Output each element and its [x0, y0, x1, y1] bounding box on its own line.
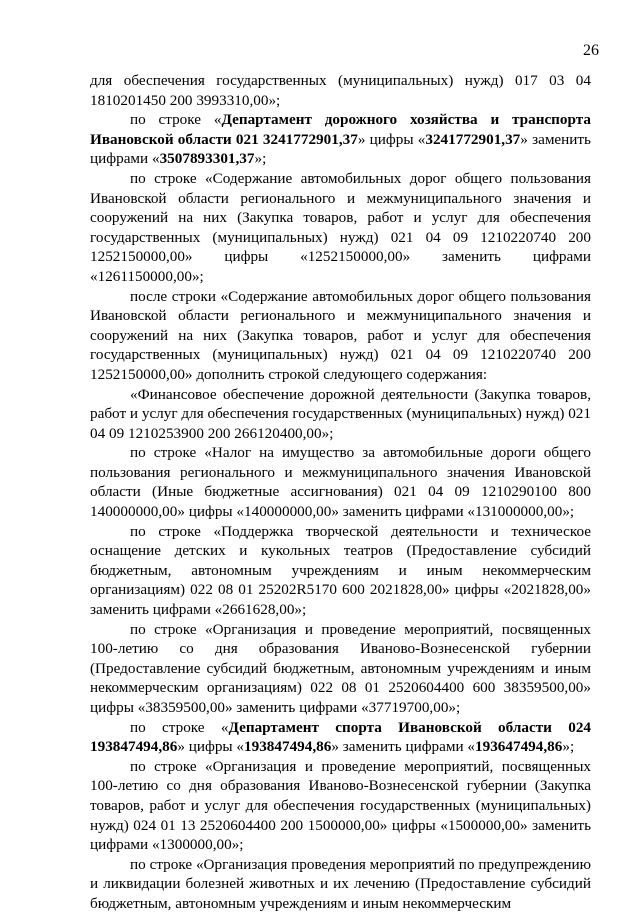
- text-segment: после строки «Содержание автомобильных дорог общего пользования Ивановской области регионального и межмуниципального значения и сооружений на них (Закупка товаров, работ и услуг для обеспечения государственных (муниципальных) нужд) 021 04 09 1210220740 200 1252150000,00» дополнить строкой следующего содержания:: [90, 287, 591, 383]
- text-segment: »;: [562, 738, 575, 756]
- page-number: 26: [583, 42, 599, 59]
- text-segment: по строке «: [130, 111, 222, 129]
- text-segment: по строке «Содержание автомобильных дорог общего пользования Ивановской области регионального и межмуниципального значения и сооружений на них (Закупка товаров, работ и услуг для обеспечения государственных (муниципальных) нужд) 021 04 09 1210220740 200 1252150000,00» цифры «1252150000,00» заменить цифрами «1261150000,00»;: [90, 169, 591, 285]
- paragraph: [90, 287, 591, 385]
- paragraph: [90, 718, 591, 757]
- text-segment: » заменить цифрами «: [90, 130, 591, 168]
- paragraph: [90, 443, 591, 521]
- paragraph: [90, 385, 591, 444]
- paragraph: [90, 522, 591, 620]
- text-segment: »;: [254, 150, 267, 168]
- bold-text-segment: Департамент спорта Ивановской области 024 193847494,86: [90, 718, 592, 756]
- text-segment: по строке «Организация и проведение мероприятий, посвященных 100-летию со дня образования Иваново-Вознесенской губернии (Закупка товаров, работ и услуг для обеспечения государственных (муниципальных) нужд) 024 01 13 2520604400 200 1500000,00» цифры «1500000,00» заменить цифрами «1300000,00»;: [90, 757, 591, 854]
- text-segment: » цифры «: [357, 130, 426, 148]
- paragraph: [90, 757, 591, 855]
- text-segment: » заменить цифрами «: [331, 738, 476, 756]
- document-body: [90, 71, 591, 914]
- text-segment: по строке «Организация проведения мероприятий по предупреждению и ликвидации болезней животных и их лечению (Предоставление субсидий бюджетным, автономным учреждениям и иным некоммерческим: [90, 855, 591, 912]
- bold-text-segment: 3241772901,37: [425, 130, 521, 148]
- bold-text-segment: 193847494,86: [244, 738, 332, 756]
- text-segment: по строке «Налог на имущество за автомобильные дороги общего пользования регионального и межмуниципального значения Ивановской области (Иные бюджетные ассигнования) 021 04 09 1210290100 800 140000000,00» цифры «140000000,00» заменить цифрами «131000000,00»;: [90, 444, 591, 521]
- text-segment: «Финансовое обеспечение дорожной деятельности (Закупка товаров, работ и услуг для обеспечения государственных (муниципальных) нужд) 021 04 09 1210253900 200 266120400,00»;: [90, 385, 591, 442]
- bold-text-segment: 193647494,86: [475, 738, 563, 756]
- paragraph: [90, 169, 591, 287]
- text-segment: по строке «: [130, 718, 229, 736]
- text-segment: » цифры «: [177, 738, 245, 756]
- paragraph: [90, 620, 591, 718]
- paragraph: [90, 71, 591, 110]
- text-segment: по строке «Организация и проведение мероприятий, посвященных 100-летию со дня образования Иваново-Вознесенской губернии (Предоставление субсидий бюджетным, автономным учреждениям и иным некоммерческим организациям) 022 08 01 2520604400 600 38359500,00» цифры «38359500,00» заменить цифрами «37719700,00»;: [90, 620, 591, 716]
- bold-text-segment: 3507893301,37: [159, 150, 255, 168]
- paragraph: [90, 110, 591, 169]
- text-segment: для обеспечения государственных (муниципальных) нужд) 017 03 04 1810201450 200 3993310,00»;: [90, 72, 591, 109]
- bold-text-segment: Департамент дорожного хозяйства и транспорта Ивановской области 021 3241772901,37: [90, 111, 592, 148]
- text-segment: по строке «Поддержка творческой деятельности и техническое оснащение детских и кукольных театров (Предоставление субсидий бюджетным, автономным учреждениям и иным некоммерческим организациям) 022 08 01 25202R5170 600 2021828,00» цифры «2021828,00» заменить цифрами «2661628,00»;: [90, 522, 591, 619]
